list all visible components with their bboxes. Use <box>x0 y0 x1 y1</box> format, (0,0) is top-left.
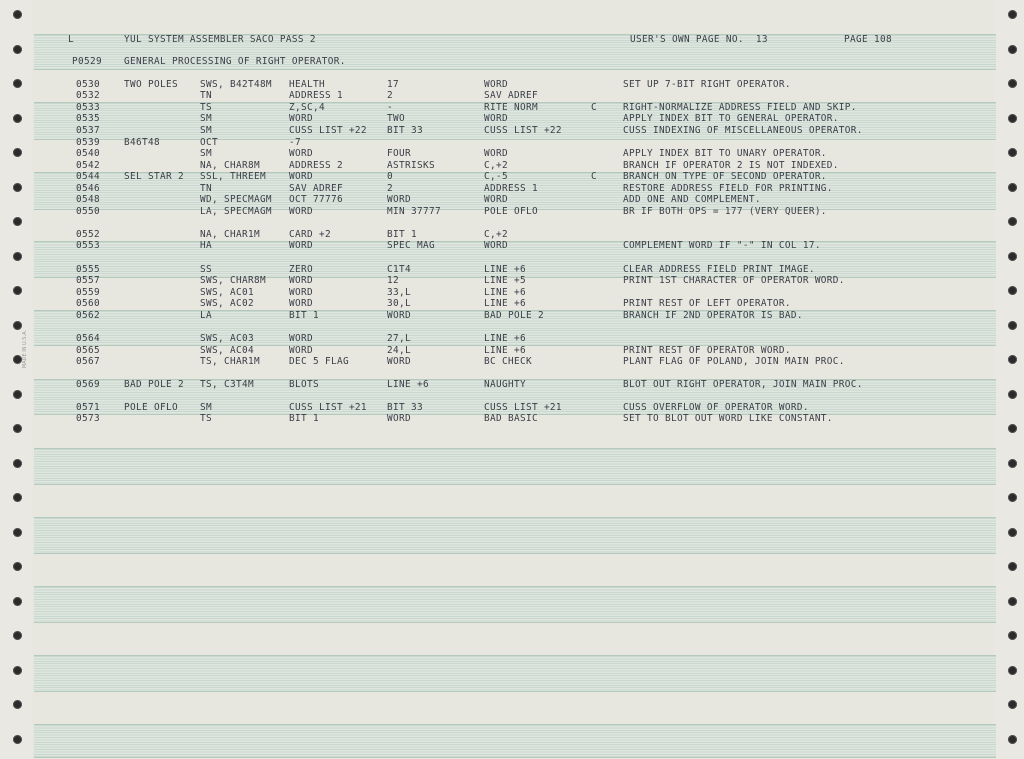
green-bar <box>34 724 996 758</box>
comment-field: RESTORE ADDRESS FIELD FOR PRINTING. <box>623 183 833 194</box>
line-number: 0548 <box>76 194 100 205</box>
opcode-field: TS, CHAR1M <box>200 356 260 367</box>
tractor-hole <box>13 79 22 88</box>
green-bar <box>34 655 996 692</box>
tractor-hole <box>13 597 22 606</box>
comment-field: PRINT REST OF OPERATOR WORD. <box>623 345 791 356</box>
operand-3: POLE OFLO <box>484 206 538 217</box>
operand-2: WORD <box>387 356 411 367</box>
header-line <box>0 34 1000 46</box>
tractor-hole <box>1008 217 1017 226</box>
tractor-hole <box>13 390 22 399</box>
operand-3: BAD POLE 2 <box>484 310 544 321</box>
green-bar <box>34 586 996 623</box>
operand-2: TWO <box>387 113 405 124</box>
opcode-field: SWS, AC03 <box>200 333 254 344</box>
opcode-field: LA, SPECMAGM <box>200 206 272 217</box>
listing-row <box>0 113 1000 125</box>
comment-field: PRINT REST OF LEFT OPERATOR. <box>623 298 791 309</box>
line-number: 0552 <box>76 229 100 240</box>
operand-1: BIT 1 <box>289 413 319 424</box>
tractor-hole <box>13 217 22 226</box>
comment-field: APPLY INDEX BIT TO GENERAL OPERATOR. <box>623 113 839 124</box>
opcode-field: LA <box>200 310 212 321</box>
tractor-hole <box>13 528 22 537</box>
subheader-text: GENERAL PROCESSING OF RIGHT OPERATOR. <box>124 56 346 67</box>
listing-row <box>0 206 1000 218</box>
operand-3: C,+2 <box>484 229 508 240</box>
listing-row <box>0 379 1000 391</box>
tractor-hole <box>1008 390 1017 399</box>
operand-1: WORD <box>289 298 313 309</box>
tractor-hole <box>13 562 22 571</box>
operand-3: LINE +6 <box>484 298 526 309</box>
operand-3: WORD <box>484 148 508 159</box>
line-number: 0544 <box>76 171 100 182</box>
opcode-field: TN <box>200 183 212 194</box>
operand-3: C,+2 <box>484 160 508 171</box>
tractor-hole <box>13 459 22 468</box>
opcode-field: SWS, CHAR8M <box>200 275 266 286</box>
tractor-hole <box>1008 355 1017 364</box>
opcode-field: SSL, THREEM <box>200 171 266 182</box>
operand-2: 30,L <box>387 298 411 309</box>
line-number: 0564 <box>76 333 100 344</box>
opcode-field: SM <box>200 113 212 124</box>
operand-3: CUSS LIST +21 <box>484 402 562 413</box>
operand-3: RITE NORM <box>484 102 538 113</box>
line-number: 0550 <box>76 206 100 217</box>
line-number: 0530 <box>76 79 100 90</box>
operand-2: 27,L <box>387 333 411 344</box>
opcode-field: WD, SPECMAGM <box>200 194 272 205</box>
comment-field: SET UP 7-BIT RIGHT OPERATOR. <box>623 79 791 90</box>
operand-1: ADDRESS 2 <box>289 160 343 171</box>
listing-row <box>0 148 1000 160</box>
comment-field: BR IF BOTH OPS = 177 (VERY QUEER). <box>623 206 827 217</box>
operand-1: OCT 77776 <box>289 194 343 205</box>
tractor-hole <box>1008 666 1017 675</box>
listing-row <box>0 194 1000 206</box>
tractor-hole <box>1008 735 1017 744</box>
tractor-hole <box>13 252 22 261</box>
tractor-hole <box>13 424 22 433</box>
operand-1: ZERO <box>289 264 313 275</box>
line-number: 0565 <box>76 345 100 356</box>
tractor-hole <box>13 631 22 640</box>
listing-row <box>0 240 1000 252</box>
operand-2: 2 <box>387 90 393 101</box>
comment-field: RIGHT-NORMALIZE ADDRESS FIELD AND SKIP. <box>623 102 857 113</box>
operand-3: ADDRESS 1 <box>484 183 538 194</box>
tractor-hole <box>13 666 22 675</box>
opcode-field: HA <box>200 240 212 251</box>
tractor-hole <box>13 493 22 502</box>
line-number: 0542 <box>76 160 100 171</box>
listing-row <box>0 125 1000 137</box>
line-number: 0539 <box>76 137 100 148</box>
tractor-hole <box>1008 631 1017 640</box>
operand-1: HEALTH <box>289 79 325 90</box>
line-number: 0569 <box>76 379 100 390</box>
opcode-field: TS <box>200 413 212 424</box>
comment-field: ADD ONE AND COMPLEMENT. <box>623 194 761 205</box>
operand-1: BIT 1 <box>289 310 319 321</box>
green-bar <box>34 448 996 485</box>
listing-row <box>0 90 1000 102</box>
line-number: 0559 <box>76 287 100 298</box>
listing-row <box>0 356 1000 368</box>
label-field: POLE OFLO <box>124 402 178 413</box>
operand-1: ADDRESS 1 <box>289 90 343 101</box>
tractor-hole <box>1008 286 1017 295</box>
tractor-hole <box>1008 252 1017 261</box>
tractor-hole <box>1008 183 1017 192</box>
operand-1: WORD <box>289 148 313 159</box>
comment-field: CUSS OVERFLOW OF OPERATOR WORD. <box>623 402 809 413</box>
card-flag: C <box>591 171 597 182</box>
operand-2: LINE +6 <box>387 379 429 390</box>
operand-2: 24,L <box>387 345 411 356</box>
tractor-hole <box>13 114 22 123</box>
operand-1: WORD <box>289 113 313 124</box>
page-number: PAGE 108 <box>844 34 892 45</box>
line-number: 0562 <box>76 310 100 321</box>
opcode-field: SWS, AC01 <box>200 287 254 298</box>
operand-2: 17 <box>387 79 399 90</box>
opcode-field: NA, CHAR8M <box>200 160 260 171</box>
listing-row <box>0 413 1000 425</box>
tractor-hole <box>1008 79 1017 88</box>
label-field: SEL STAR 2 <box>124 171 184 182</box>
operand-2: 0 <box>387 171 393 182</box>
operand-3: NAUGHTY <box>484 379 526 390</box>
operand-3: LINE +6 <box>484 264 526 275</box>
operand-2: BIT 1 <box>387 229 417 240</box>
line-number: 0557 <box>76 275 100 286</box>
operand-3: LINE +5 <box>484 275 526 286</box>
listing-row <box>0 171 1000 183</box>
operand-3: LINE +6 <box>484 287 526 298</box>
opcode-field: SM <box>200 125 212 136</box>
tractor-hole <box>1008 321 1017 330</box>
label-field: B46T48 <box>124 137 160 148</box>
tractor-hole <box>13 286 22 295</box>
operand-3: SAV ADREF <box>484 90 538 101</box>
listing-row <box>0 275 1000 287</box>
opcode-field: SS <box>200 264 212 275</box>
tractor-hole <box>13 45 22 54</box>
header-title: YUL SYSTEM ASSEMBLER SACO PASS 2 <box>124 34 316 45</box>
listing-row <box>0 298 1000 310</box>
operand-1: Z,SC,4 <box>289 102 325 113</box>
operand-1: WORD <box>289 333 313 344</box>
operand-3: WORD <box>484 194 508 205</box>
operand-2: ASTRISKS <box>387 160 435 171</box>
operand-3: WORD <box>484 79 508 90</box>
operand-2: WORD <box>387 310 411 321</box>
operand-2: BIT 33 <box>387 125 423 136</box>
operand-1: WORD <box>289 206 313 217</box>
tractor-hole <box>13 321 22 330</box>
comment-field: PRINT 1ST CHARACTER OF OPERATOR WORD. <box>623 275 845 286</box>
operand-3: C,-5 <box>484 171 508 182</box>
operand-2: 12 <box>387 275 399 286</box>
operand-2: 33,L <box>387 287 411 298</box>
comment-field: BRANCH IF OPERATOR 2 IS NOT INDEXED. <box>623 160 839 171</box>
operand-1: BLOTS <box>289 379 319 390</box>
line-number: 0571 <box>76 402 100 413</box>
operand-1: WORD <box>289 240 313 251</box>
line-number: 0573 <box>76 413 100 424</box>
tractor-hole <box>1008 597 1017 606</box>
tractor-hole <box>1008 459 1017 468</box>
tractor-hole <box>1008 562 1017 571</box>
operand-3: LINE +6 <box>484 333 526 344</box>
line-number: 0553 <box>76 240 100 251</box>
opcode-field: TS <box>200 102 212 113</box>
subheader-number: P0529 <box>72 56 102 67</box>
line-number: 0560 <box>76 298 100 309</box>
operand-3: WORD <box>484 240 508 251</box>
comment-field: BRANCH ON TYPE OF SECOND OPERATOR. <box>623 171 827 182</box>
operand-1: DEC 5 FLAG <box>289 356 349 367</box>
operand-1: SAV ADREF <box>289 183 343 194</box>
operand-1: CUSS LIST +21 <box>289 402 367 413</box>
operand-1: CUSS LIST +22 <box>289 125 367 136</box>
label-field: TWO POLES <box>124 79 178 90</box>
green-bar <box>34 517 996 554</box>
comment-field: PLANT FLAG OF POLAND, JOIN MAIN PROC. <box>623 356 845 367</box>
tractor-hole <box>1008 528 1017 537</box>
operand-3: BAD BASIC <box>484 413 538 424</box>
tractor-hole <box>1008 493 1017 502</box>
line-number: 0567 <box>76 356 100 367</box>
line-number: 0555 <box>76 264 100 275</box>
operand-2: SPEC MAG <box>387 240 435 251</box>
operand-1: CARD +2 <box>289 229 331 240</box>
tractor-hole <box>13 10 22 19</box>
opcode-field: TN <box>200 90 212 101</box>
operand-2: BIT 33 <box>387 402 423 413</box>
operand-2: WORD <box>387 413 411 424</box>
opcode-field: SWS, AC02 <box>200 298 254 309</box>
operand-3: BC CHECK <box>484 356 532 367</box>
operand-3: LINE +6 <box>484 345 526 356</box>
opcode-field: OCT <box>200 137 218 148</box>
comment-field: CLEAR ADDRESS FIELD PRINT IMAGE. <box>623 264 815 275</box>
tractor-hole <box>13 735 22 744</box>
comment-field: COMPLEMENT WORD IF "-" IN COL 17. <box>623 240 821 251</box>
opcode-field: SWS, AC04 <box>200 345 254 356</box>
opcode-field: SM <box>200 402 212 413</box>
tractor-hole <box>13 355 22 364</box>
tractor-hole <box>1008 10 1017 19</box>
tractor-hole <box>13 700 22 709</box>
tractor-hole <box>1008 148 1017 157</box>
operand-1: WORD <box>289 275 313 286</box>
opcode-field: SWS, B42T48M <box>200 79 272 90</box>
comment-field: CUSS INDEXING OF MISCELLANEOUS OPERATOR. <box>623 125 863 136</box>
tractor-hole <box>1008 424 1017 433</box>
operand-2: MIN 37777 <box>387 206 441 217</box>
operand-1: WORD <box>289 171 313 182</box>
operand-3: WORD <box>484 113 508 124</box>
tractor-hole <box>13 183 22 192</box>
operand-2: - <box>387 102 393 113</box>
comment-field: SET TO BLOT OUT WORD LIKE CONSTANT. <box>623 413 833 424</box>
opcode-field: NA, CHAR1M <box>200 229 260 240</box>
line-number: 0533 <box>76 102 100 113</box>
header-marker: L <box>68 34 74 45</box>
tractor-hole <box>13 148 22 157</box>
line-number: 0535 <box>76 113 100 124</box>
made-in-usa-label: MADE IN U.S.A. <box>22 330 28 369</box>
operand-1: WORD <box>289 345 313 356</box>
operand-3: CUSS LIST +22 <box>484 125 562 136</box>
line-number: 0537 <box>76 125 100 136</box>
line-number: 0546 <box>76 183 100 194</box>
subheader-line <box>0 56 1000 68</box>
user-page-number: USER'S OWN PAGE NO. 13 <box>630 34 768 45</box>
tractor-hole <box>1008 700 1017 709</box>
comment-field: BLOT OUT RIGHT OPERATOR, JOIN MAIN PROC. <box>623 379 863 390</box>
label-field: BAD POLE 2 <box>124 379 184 390</box>
tractor-hole <box>1008 114 1017 123</box>
opcode-field: TS, C3T4M <box>200 379 254 390</box>
operand-2: 2 <box>387 183 393 194</box>
listing-row <box>0 333 1000 345</box>
opcode-field: SM <box>200 148 212 159</box>
line-number: 0540 <box>76 148 100 159</box>
card-flag: C <box>591 102 597 113</box>
operand-1: -7 <box>289 137 301 148</box>
listing-row <box>0 310 1000 322</box>
tractor-hole <box>1008 45 1017 54</box>
operand-2: WORD <box>387 194 411 205</box>
operand-2: C1T4 <box>387 264 411 275</box>
comment-field: BRANCH IF 2ND OPERATOR IS BAD. <box>623 310 803 321</box>
operand-2: FOUR <box>387 148 411 159</box>
operand-1: WORD <box>289 287 313 298</box>
comment-field: APPLY INDEX BIT TO UNARY OPERATOR. <box>623 148 827 159</box>
line-number: 0532 <box>76 90 100 101</box>
